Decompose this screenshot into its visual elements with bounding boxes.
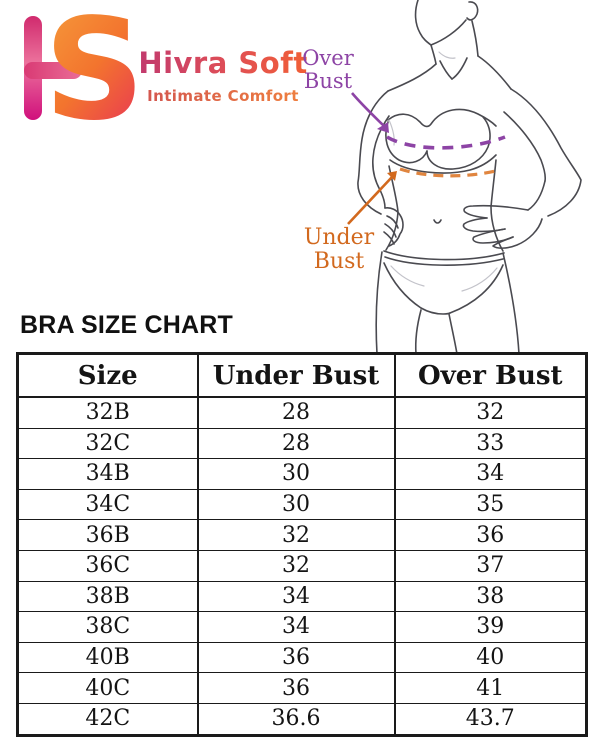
size-chart-table [16, 352, 588, 737]
cell-size: 40B [18, 642, 198, 673]
cell-over-bust: 34 [395, 459, 587, 490]
under-bust-arrow-icon [348, 171, 397, 224]
table-row [18, 581, 587, 612]
table-row [18, 397, 587, 428]
header-size: Size [18, 354, 198, 398]
table-row [18, 489, 587, 520]
brand-logo [18, 2, 308, 132]
cell-size: 36B [18, 520, 198, 551]
cell-size: 38B [18, 581, 198, 612]
cell-over-bust: 32 [395, 397, 587, 428]
table-row [18, 673, 587, 704]
cell-over-bust: 38 [395, 581, 587, 612]
cell-under-bust: 34 [198, 612, 395, 643]
table-row [18, 642, 587, 673]
cell-under-bust: 32 [198, 550, 395, 581]
table-header-row [18, 354, 587, 398]
cell-size: 40C [18, 673, 198, 704]
cell-over-bust: 33 [395, 428, 587, 459]
cell-under-bust: 30 [198, 489, 395, 520]
header-under-bust: Under Bust [198, 354, 395, 398]
cell-over-bust: 43.7 [395, 703, 587, 735]
cell-over-bust: 40 [395, 642, 587, 673]
header-over-bust: Over Bust [395, 354, 587, 398]
chart-title: BRA SIZE CHART [20, 311, 233, 339]
monogram-s: S [44, 2, 145, 132]
table-row [18, 520, 587, 551]
brand-name: Hivra Soft [138, 46, 308, 80]
cell-under-bust: 30 [198, 459, 395, 490]
cell-over-bust: 35 [395, 489, 587, 520]
over-bust-label: Over Bust [302, 46, 354, 93]
cell-over-bust: 36 [395, 520, 587, 551]
table-row [18, 459, 587, 490]
cell-under-bust: 28 [198, 428, 395, 459]
cell-size: 42C [18, 703, 198, 735]
cell-under-bust: 36.6 [198, 703, 395, 735]
cell-under-bust: 36 [198, 673, 395, 704]
table-row [18, 612, 587, 643]
over-bust-dashed-line [387, 137, 505, 148]
cell-size: 38C [18, 612, 198, 643]
table-row [18, 703, 587, 735]
brand-tagline: Intimate Comfort [147, 87, 299, 105]
cell-over-bust: 41 [395, 673, 587, 704]
cell-under-bust: 28 [198, 397, 395, 428]
cell-under-bust: 34 [198, 581, 395, 612]
cell-over-bust: 37 [395, 550, 587, 581]
cell-under-bust: 36 [198, 642, 395, 673]
table-row [18, 550, 587, 581]
hs-monogram-icon [24, 2, 145, 132]
table-header [18, 354, 587, 398]
cell-size: 36C [18, 550, 198, 581]
cell-size: 32B [18, 397, 198, 428]
cell-size: 34B [18, 459, 198, 490]
cell-over-bust: 39 [395, 612, 587, 643]
cell-under-bust: 32 [198, 520, 395, 551]
over-bust-arrow-icon [352, 93, 389, 133]
cell-size: 32C [18, 428, 198, 459]
under-bust-label: Under Bust [303, 225, 375, 274]
table-row [18, 428, 587, 459]
cell-size: 34C [18, 489, 198, 520]
